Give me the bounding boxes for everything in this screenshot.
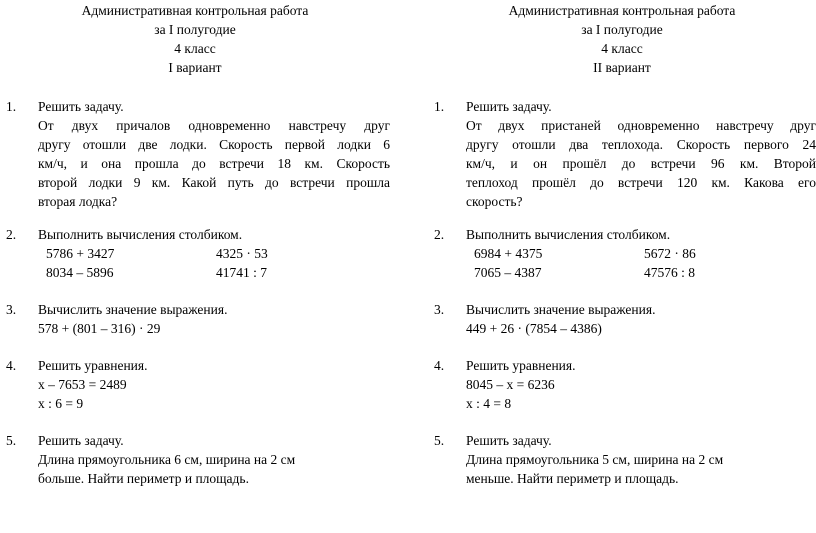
calc-row: [46, 244, 390, 263]
task-4: [0, 356, 390, 413]
calc-row: [46, 263, 390, 282]
header-variant: II вариант: [593, 60, 651, 75]
calc-expression: 4325 · 53: [216, 246, 268, 261]
task-number: 2.: [6, 227, 17, 242]
task-title: Вычислить значение выражения.: [466, 302, 656, 317]
calc-row: [474, 263, 816, 282]
task-5: [0, 431, 390, 488]
task-title: Решить задачу.: [38, 433, 124, 448]
task-text-line: другу отошли два теплохода. Скорость первого 24: [466, 137, 816, 152]
equation: х – 7653 = 2489: [38, 377, 127, 392]
task-title: Вычислить значение выражения.: [38, 302, 228, 317]
header-grade: 4 класс: [174, 41, 216, 56]
task-4: [428, 356, 816, 413]
task-text-line: меньше. Найти периметр и площадь.: [466, 471, 679, 486]
task-text-line: скорость?: [466, 194, 523, 209]
task-text-line: Длина прямоугольника 6 см, ширина на 2 см: [38, 452, 296, 467]
task-text-line: От двух причалов одновременно навстречу друг: [38, 118, 390, 133]
task-text-line: вторая лодка?: [38, 194, 118, 209]
calc-expression: 5672 · 86: [644, 246, 696, 261]
calc-row: [474, 244, 816, 263]
task-text-line: Длина прямоугольника 5 см, ширина на 2 см: [466, 452, 724, 467]
header-grade: 4 класс: [601, 41, 643, 56]
task-number: 3.: [434, 302, 445, 317]
task-text-line: км/ч, и она прошла до встречи 18 км. Скорость: [38, 156, 390, 171]
variant-2-header: [428, 0, 816, 77]
task-text-line: больше. Найти периметр и площадь.: [38, 471, 249, 486]
header-title: Административная контрольная работа: [508, 3, 736, 18]
task-text-line: От двух пристаней одновременно навстречу друг: [466, 118, 816, 133]
task-1: [428, 97, 816, 211]
calc-expression: 8034 – 5896: [46, 265, 114, 280]
task-1: [0, 97, 390, 211]
task-2: [0, 225, 390, 282]
variant-1-header: [0, 0, 390, 77]
header-term: за I полугодие: [154, 22, 236, 37]
task-title: Решить уравнения.: [466, 358, 576, 373]
equation: х : 6 = 9: [38, 396, 84, 411]
task-number: 5.: [6, 433, 17, 448]
task-expression: 449 + 26 · (7854 – 4386): [466, 321, 602, 336]
calc-expression: 6984 + 4375: [474, 246, 543, 261]
header-title: Административная контрольная работа: [81, 3, 309, 18]
task-title: Решить уравнения.: [38, 358, 148, 373]
calc-expression: 47576 : 8: [644, 265, 696, 280]
task-text-line: другу отошли две лодки. Скорость первой лодки 6: [38, 137, 390, 152]
task-2: [428, 225, 816, 282]
calc-expression: 41741 : 7: [216, 265, 268, 280]
task-title: Решить задачу.: [38, 99, 124, 114]
header-variant: I вариант: [168, 60, 222, 75]
task-number: 1.: [6, 99, 17, 114]
task-text-line: второй лодки 9 км. Какой путь до встречи прошла: [38, 175, 390, 190]
task-expression: 578 + (801 – 316) · 29: [38, 321, 161, 336]
task-title: Выполнить вычисления столбиком.: [38, 227, 243, 242]
variant-1-column: [0, 0, 390, 488]
task-number: 4.: [6, 358, 17, 373]
task-number: 5.: [434, 433, 445, 448]
task-text-line: км/ч, и он прошёл до встречи 96 км. Второй: [466, 156, 816, 171]
calc-expression: 7065 – 4387: [474, 265, 542, 280]
task-title: Выполнить вычисления столбиком.: [466, 227, 671, 242]
task-number: 4.: [434, 358, 445, 373]
equation: х : 4 = 8: [466, 396, 512, 411]
task-number: 1.: [434, 99, 445, 114]
task-5: [428, 431, 816, 488]
task-title: Решить задачу.: [466, 99, 552, 114]
calc-expression: 5786 + 3427: [46, 246, 115, 261]
task-number: 3.: [6, 302, 17, 317]
equation: 8045 – х = 6236: [466, 377, 555, 392]
task-3: [0, 300, 390, 338]
variant-2-column: [428, 0, 816, 488]
task-3: [428, 300, 816, 338]
task-title: Решить задачу.: [466, 433, 552, 448]
task-number: 2.: [434, 227, 445, 242]
header-term: за I полугодие: [581, 22, 663, 37]
task-text-line: теплоход прошёл до встречи 120 км. Какова его: [466, 175, 816, 190]
